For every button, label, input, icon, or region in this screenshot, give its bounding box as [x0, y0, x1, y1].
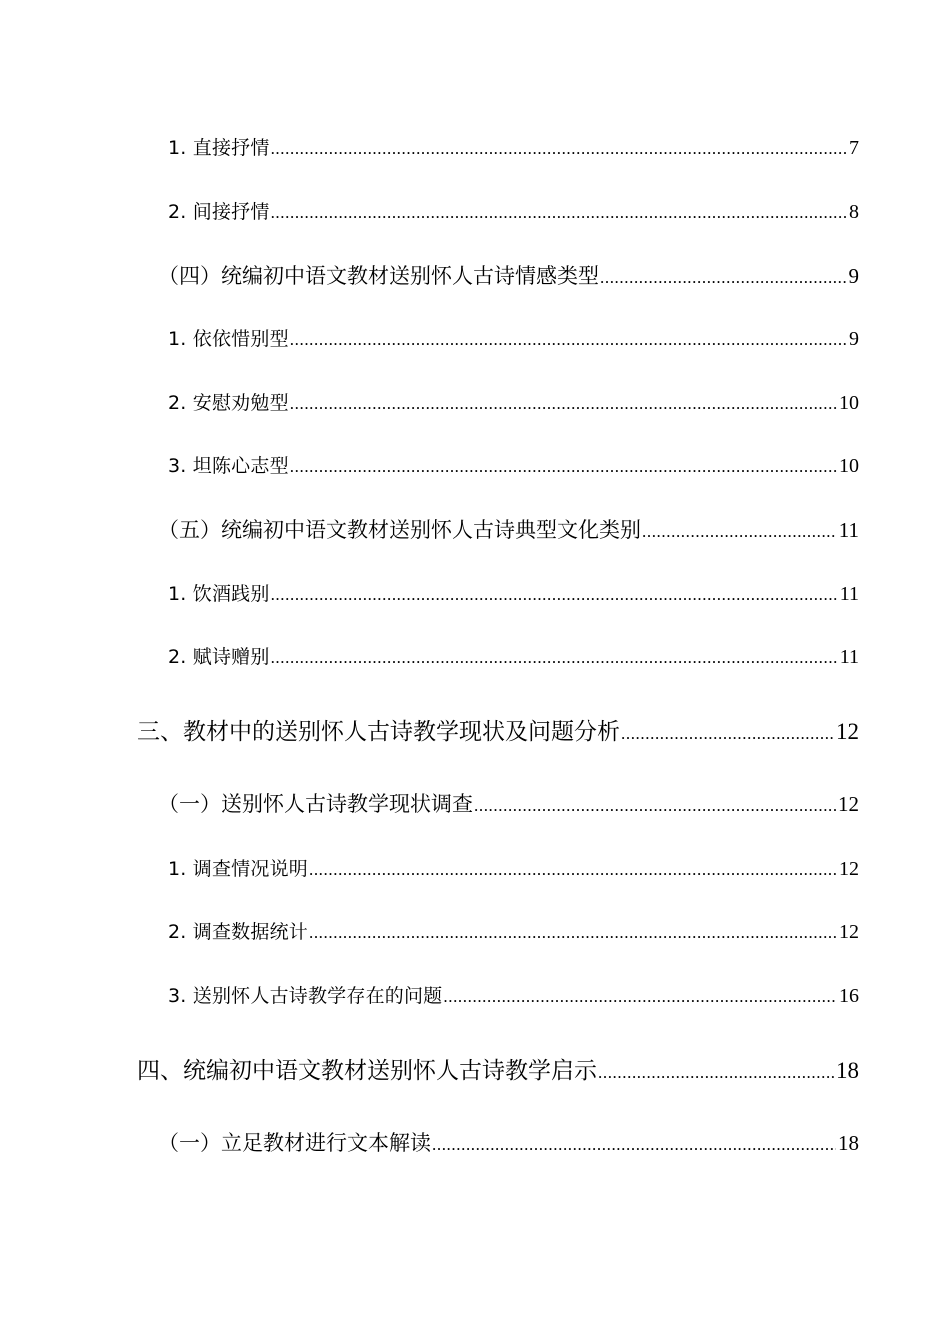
toc-dot-leader: [271, 203, 847, 223]
toc-entry-page: 10: [839, 455, 859, 477]
toc-entry-page: 9: [848, 264, 859, 288]
toc-entry-page: 16: [839, 985, 859, 1007]
toc-dot-leader: [290, 457, 837, 477]
toc-entry-label: （四）统编初中语文教材送别怀人古诗情感类型: [158, 264, 599, 288]
toc-entry[interactable]: [137, 1052, 859, 1085]
toc-dot-leader: [474, 796, 836, 816]
toc-dot-leader: [271, 585, 838, 605]
toc-entry-label: 1. 依依惜别型: [168, 328, 289, 350]
toc-entry-label: 1. 调查情况说明: [168, 858, 308, 880]
toc-entry-label: 3. 坦陈心志型: [168, 455, 289, 477]
toc-dot-leader: [642, 522, 837, 542]
toc-entry-page: 11: [839, 583, 859, 605]
toc-entry-page: 12: [838, 792, 859, 816]
toc-entry[interactable]: [168, 642, 859, 669]
toc-entry[interactable]: [168, 324, 859, 351]
toc-entry[interactable]: [168, 981, 859, 1008]
toc-entry-label: 3. 送别怀人古诗教学存在的问题: [168, 985, 443, 1007]
toc-entry[interactable]: [168, 133, 859, 160]
toc-entry-page: 12: [839, 921, 859, 943]
toc-entry-page: 8: [849, 201, 859, 223]
toc-dot-leader: [621, 724, 834, 744]
toc-dot-leader: [443, 987, 837, 1007]
toc-entry[interactable]: [168, 579, 859, 606]
toc-dot-leader: [290, 330, 847, 350]
toc-dot-leader: [600, 268, 847, 288]
toc-entry-label: （一）送别怀人古诗教学现状调查: [158, 792, 473, 816]
toc-dot-leader: [290, 394, 837, 414]
toc-entry-page: 18: [838, 1131, 859, 1155]
toc-entry-label: 1. 直接抒情: [168, 137, 270, 159]
toc-entry[interactable]: [168, 197, 859, 224]
toc-entry[interactable]: [158, 788, 859, 818]
toc-entry-label: 2. 赋诗赠别: [168, 646, 270, 668]
toc-entry[interactable]: [168, 388, 859, 415]
toc-entry-page: 11: [839, 646, 859, 668]
toc-entry-page: 18: [836, 1058, 859, 1083]
toc-entry-label: 2. 安慰劝勉型: [168, 392, 289, 414]
toc-entry-page: 12: [836, 719, 859, 744]
toc-entry-label: 2. 间接抒情: [168, 201, 270, 223]
toc-entry-label: 四、统编初中语文教材送别怀人古诗教学启示: [137, 1058, 597, 1084]
toc-entry-page: 9: [849, 328, 859, 350]
toc-dot-leader: [309, 860, 837, 880]
toc-entry[interactable]: [168, 854, 859, 881]
toc-entry-page: 7: [849, 137, 859, 159]
toc-entry-label: 三、教材中的送别怀人古诗教学现状及问题分析: [137, 719, 620, 745]
toc-dot-leader: [432, 1135, 836, 1155]
toc-entry-label: （五）统编初中语文教材送别怀人古诗典型文化类别: [158, 518, 641, 542]
toc-entry[interactable]: [137, 713, 859, 746]
toc-entry[interactable]: [158, 514, 859, 544]
toc-entry-label: 1. 饮酒践别: [168, 583, 270, 605]
toc-dot-leader: [309, 923, 837, 943]
toc-entry-label: 2. 调查数据统计: [168, 921, 308, 943]
toc-dot-leader: [598, 1063, 834, 1083]
toc-dot-leader: [271, 648, 838, 668]
toc-entry[interactable]: [158, 260, 859, 290]
toc-entry-page: 11: [838, 518, 859, 542]
toc-entry-page: 10: [839, 392, 859, 414]
toc-entry[interactable]: [168, 917, 859, 944]
toc-entry-label: （一）立足教材进行文本解读: [158, 1131, 431, 1155]
toc-dot-leader: [271, 139, 847, 159]
toc-entry[interactable]: [158, 1127, 859, 1157]
toc-entry-page: 12: [839, 858, 859, 880]
toc-entry[interactable]: [168, 451, 859, 478]
